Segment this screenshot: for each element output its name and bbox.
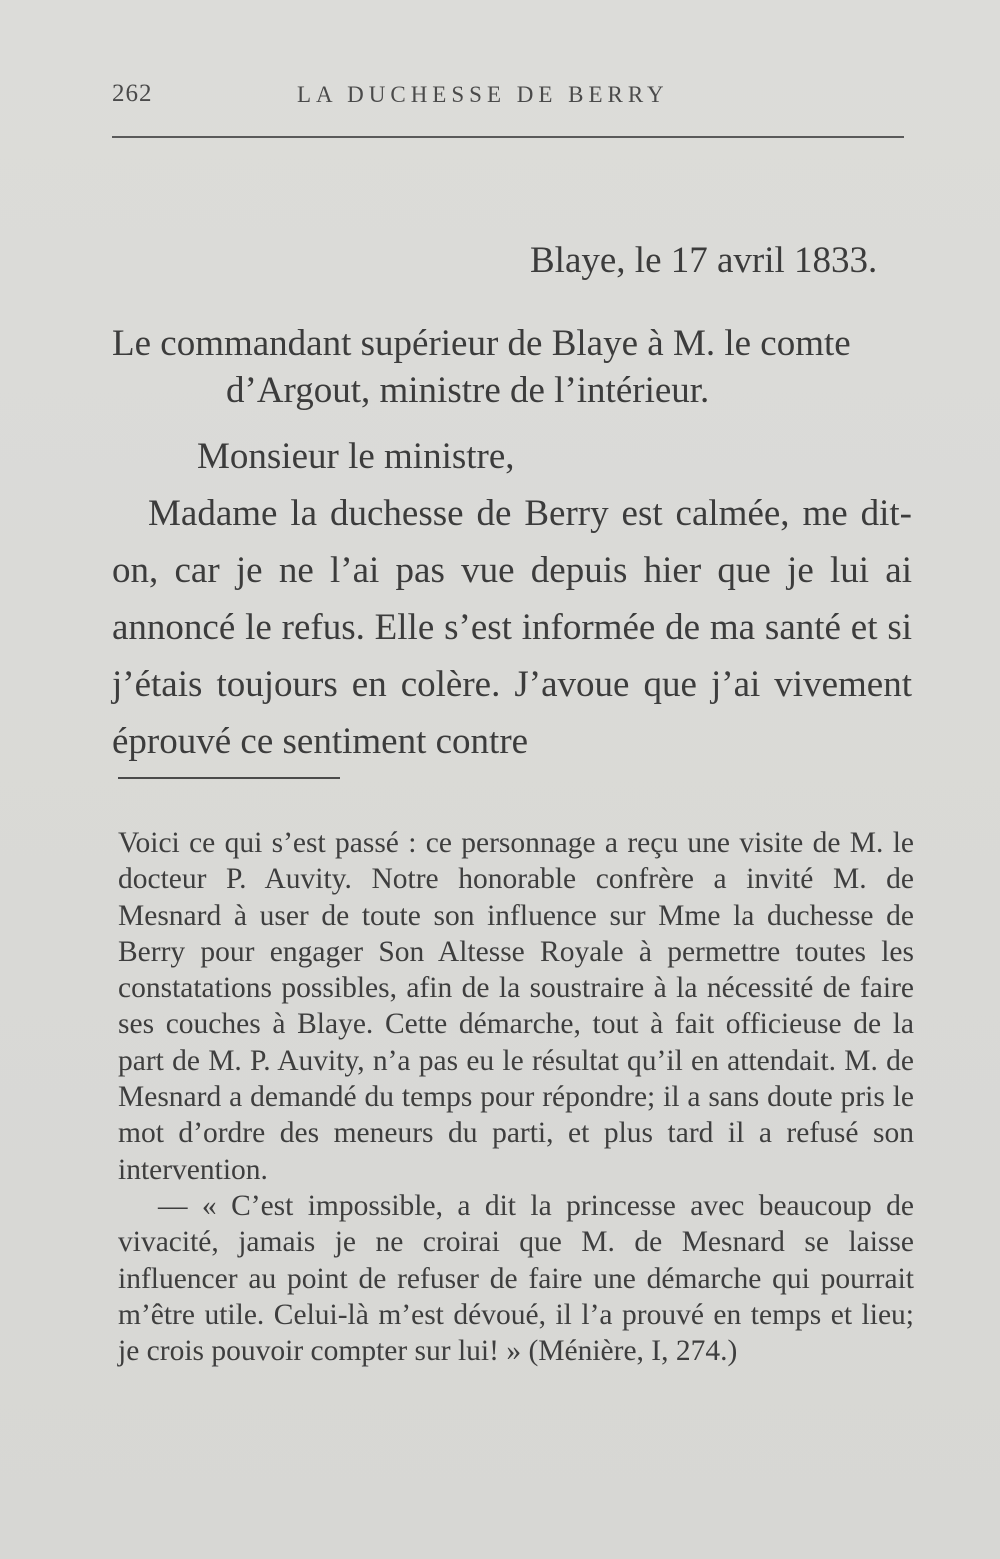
letter-dateline: Blaye, le 17 avril 1833. <box>530 240 878 281</box>
footnote <box>118 825 914 1369</box>
running-head <box>112 80 902 124</box>
letter-paragraph: Madame la duchesse de Berry est calmée, me dit-on, car je ne l’ai pas vue depuis hier que je lui ai annoncé le refus. Elle s’est informée de ma santé et si j’étais toujours en colère. J’avoue que j’ai vivement éprouvé ce sentiment contre <box>112 493 912 762</box>
letter-heading-line-2: d’Argout, ministre de l’intérieur. <box>226 370 710 411</box>
footnote-paragraph-2: — « C’est impossible, a dit la princesse avec beaucoup de vivacité, jamais je ne croirai que M. de Mesnard se laisse influencer au point de refuser de faire une démarche qui pourrait m’être utile. Celui-là m’est dévoué, il l’a prouvé en temps et lieu; je crois pouvoir compter sur lui! » (Ménière, I, 274.) <box>118 1189 914 1368</box>
letter-heading-line-1: Le commandant supérieur de Blaye à M. le comte <box>112 323 851 364</box>
footnote-paragraph-1: Voici ce qui s’est passé : ce personnage a reçu une visite de M. le docteur P. Auvity. Notre honorable confrère a invité M. de Mesnard à user de toute son influence sur Mme la duchesse de Berry pour engager Son Altesse Royale à permettre toutes les constatations possibles, afin de la soustraire à la nécessité de faire ses couches à Blaye. Cette démarche, tout à fait officieuse de la part de M. P. Auvity, n’a pas eu le résultat qu’il en attendait. M. de Mesnard a demandé du temps pour répondre; il a sans doute pris le mot d’ordre des meneurs du parti, et plus tard il a refusé son intervention. <box>118 827 914 1186</box>
page-number: 262 <box>112 80 153 107</box>
footnote-rule <box>118 777 340 779</box>
running-title: LA DUCHESSE DE BERRY <box>297 82 669 107</box>
letter-salutation: Monsieur le ministre, <box>197 436 515 477</box>
header-rule <box>112 136 904 138</box>
